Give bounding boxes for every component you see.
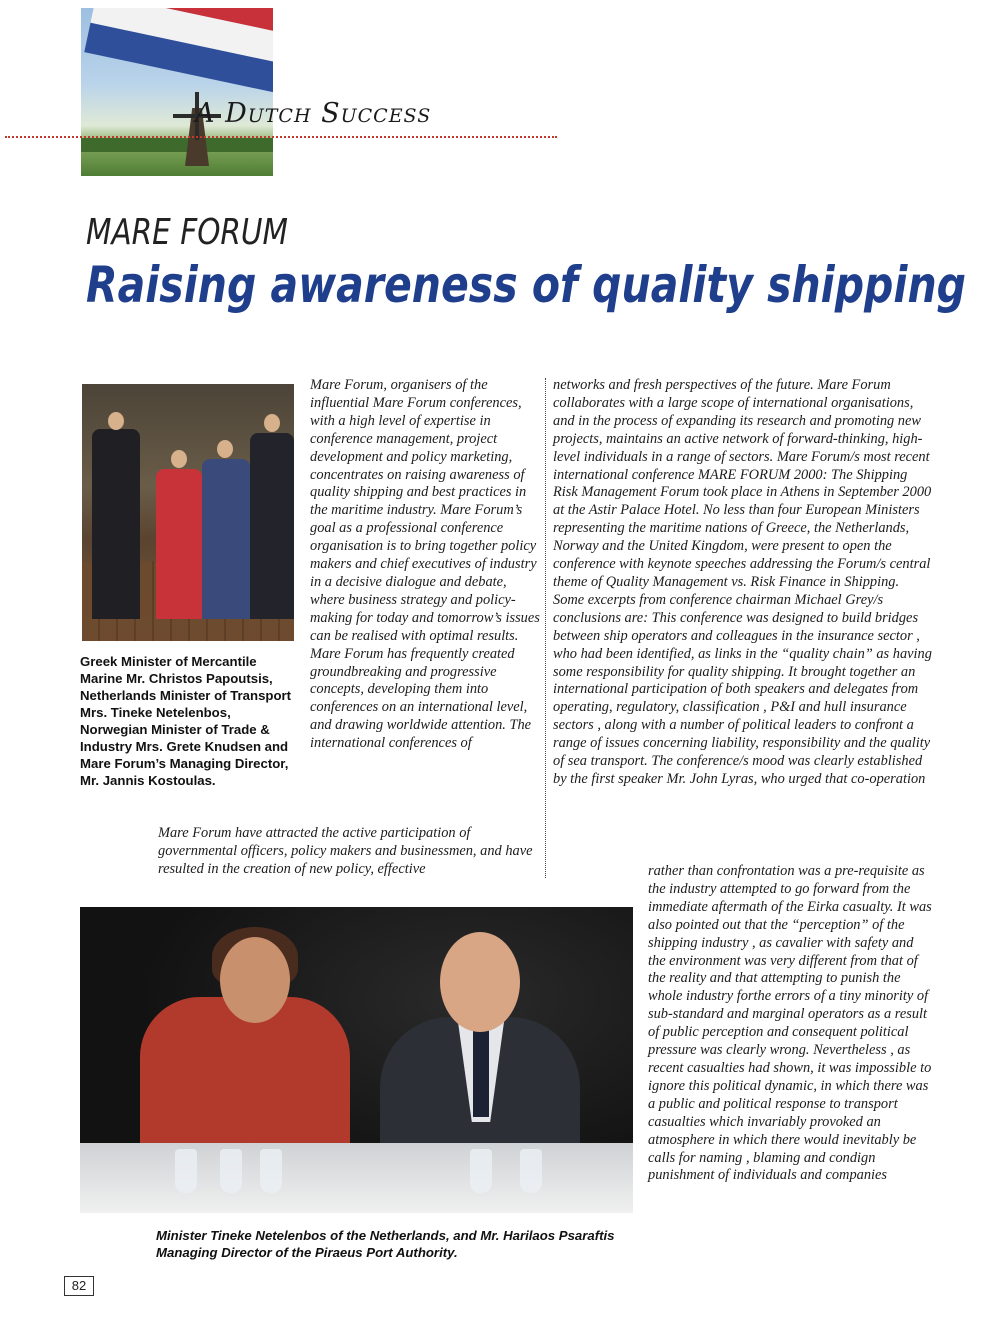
person-figure <box>92 429 140 619</box>
section-title: A Dutch Success <box>195 98 432 129</box>
person-head <box>264 414 280 432</box>
article-column-3: rather than confrontation was a pre-requisite as the industry attempted to go forward from the immediate aftermath of the Eirka casualty. It was also pointed out that the “perception” of the shipping industry , as cavalier with safety and the environment was very different from that of the reality and that attempting to punish the whole industry forthe errors of a tiny minority of sub-standard and marginal operators as a result of public perception and consequent political pressure was clearly wrong. Nevertheless , as recent casualties had shown, it was impossible to ignore this political dynamic, in which there was a public and political response to transport casualties which invariably provoked an atmosphere in which there would inevitably be calls for naming , blaming and condign punishment of individuals and companies <box>648 863 932 1184</box>
page-number: 82 <box>64 1276 94 1296</box>
article-column-1-continued: Mare Forum have attracted the active participation of governmental officers, policy makers and businessmen, and have resulted in the creation of new policy, effective <box>158 825 533 877</box>
ministers-group-photo <box>82 384 294 641</box>
man-head <box>440 932 520 1032</box>
dotted-divider <box>5 136 557 138</box>
article-headline: Raising awareness of quality shipping <box>86 256 967 314</box>
wine-glass <box>220 1149 242 1193</box>
wine-glass <box>520 1149 542 1193</box>
photo1-caption: Greek Minister of Mercantile Marine Mr. Christos Papoutsis, Netherlands Minister of Transport Mrs. Tineke Netelenbos, Norwegian Minister of Trade & Industry Mrs. Grete Knudsen and Mare Forum’s Managing Director, Mr. Jannis Kostoulas. <box>80 654 292 788</box>
person-figure <box>250 433 294 619</box>
woman-head <box>220 937 290 1023</box>
column-divider <box>545 378 546 878</box>
wine-glass <box>175 1149 197 1193</box>
person-head <box>217 440 233 458</box>
person-figure <box>202 459 250 619</box>
wine-glass <box>470 1149 492 1193</box>
article-kicker: MARE FORUM <box>86 212 289 253</box>
photo2-caption: Minister Tineke Netelenbos of the Netherlands, and Mr. Harilaos Psaraftis Managing Director of the Piraeus Port Authority. <box>156 1228 615 1260</box>
article-column-1: Mare Forum, organisers of the influential Mare Forum conferences, with a high level of expertise in conference management, project development and policy marketing, concentrates on raising awareness of quality shipping and best practices in the maritime industry. Mare Forum’s goal as a professional conference organisation is to bring together policy makers and chief executives of industry in a decisive dialogue and debate, where business strategy and policy-making for today and tomorrow’s issues can be realised with optimal results. Mare Forum has frequently created groundbreaking and progressive concepts, developing them into conferences on an international level, and drawing worldwide attention. The international conferences of <box>310 377 540 752</box>
wine-glass <box>260 1149 282 1193</box>
dinner-photo <box>80 907 633 1213</box>
man-tie <box>473 1027 489 1117</box>
article-column-2: networks and fresh perspectives of the future. Mare Forum collaborates with a large scope of international organisations, and in the process of expanding its research and promoting new projects, maintains an active network of forward-thinking, high-level individuals in a range of sectors. Mare Forum/s most recent international conference MARE FORUM 2000: The Shipping Risk Management Forum took place in Athens in September 2000 at the Astir Palace Hotel. No less than four European Ministers representing the maritime nations of Greece, the Netherlands, Norway and the United Kingdom, were present to open the conference with keynote speeches addressing the Forum/s central theme of Quality Management vs. Risk Finance in Shipping. Some excerpts from conference chairman Michael Grey/s conclusions are: This conference was designed to build bridges between ship operators and colleagues in the insurance sector , who had been identified, as links in the “quality chain” as having some responsibility for quality shipping. It brought together an international participation of both speakers and delegates from operating, regulatory, classification , P&I and hull insurance sectors , along with a number of political leaders to confront a range of issues concerning liability, responsibility and the quality of sea transport. The conference/s mood was clearly established by the first speaker Mr. John Lyras, who urged that co-operation <box>553 377 932 787</box>
person-figure <box>156 469 202 619</box>
person-head <box>171 450 187 468</box>
tablecloth <box>80 1143 633 1213</box>
person-head <box>108 412 124 430</box>
header-banner-image <box>81 8 273 176</box>
